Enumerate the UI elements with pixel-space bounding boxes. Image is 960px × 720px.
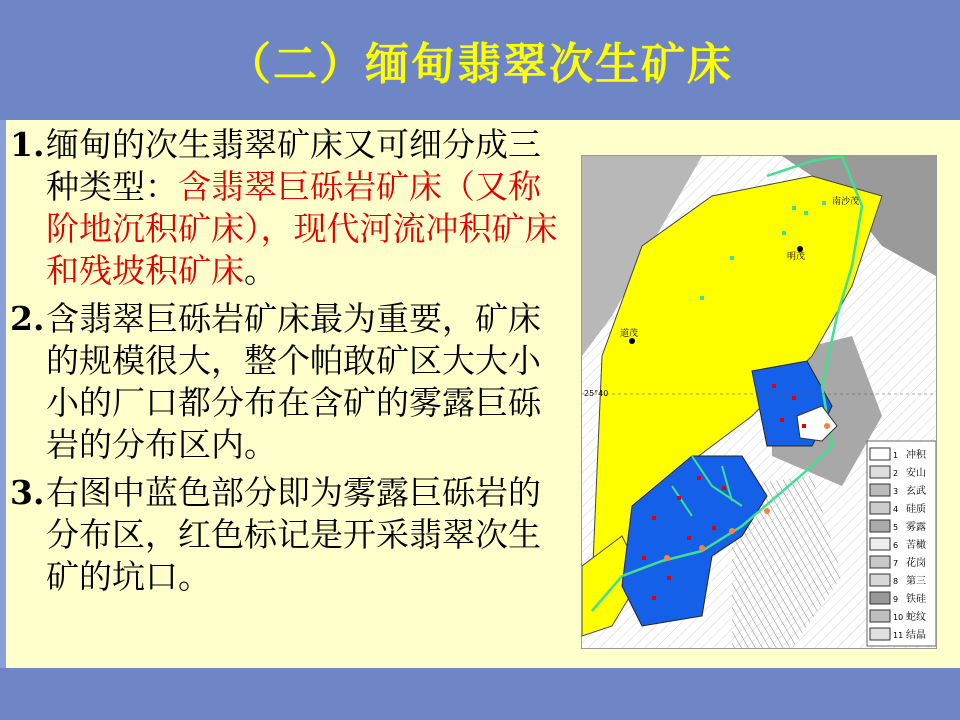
- legend-label: 雾露: [906, 522, 926, 533]
- legend-number: 10: [893, 613, 904, 622]
- mine-pit: [792, 396, 796, 400]
- text-block: [10, 124, 570, 604]
- legend-label: 花岗: [906, 558, 926, 569]
- green-dot: [822, 201, 826, 205]
- legend-label: 第三: [906, 576, 926, 587]
- legend-label: 安山: [906, 468, 926, 479]
- bottom-band: [0, 668, 960, 720]
- legend-swatch: [870, 538, 890, 550]
- legend-number: 7: [893, 559, 899, 568]
- legend-swatch: [870, 574, 890, 586]
- mine-pit: [772, 384, 776, 388]
- paragraph-text: 右图中蓝色部分即为雾露巨砾岩的分布区，红色标记是开采翡翠次生矿的坑口。: [46, 473, 541, 596]
- place-label-mingmao: 明茂: [787, 252, 806, 262]
- legend-label: 苦橄: [906, 540, 926, 551]
- legend-swatch: [870, 520, 890, 532]
- legend-swatch: [870, 592, 890, 604]
- river-marker: [664, 555, 670, 561]
- river-marker: [699, 545, 705, 551]
- mine-pit: [642, 556, 646, 560]
- green-dot: [782, 231, 786, 235]
- green-dot: [792, 206, 796, 210]
- paragraph-3: [10, 472, 570, 598]
- green-dot: [804, 211, 808, 215]
- mine-pit: [780, 418, 784, 422]
- legend-label: 结晶: [906, 630, 926, 641]
- legend-swatch: [870, 448, 890, 460]
- legend-label: 铁硅: [906, 594, 926, 605]
- paragraph-text: 含翡翠巨砾岩矿床最为重要，矿床的规模很大，整个帕敢矿区大大小小的厂口都分布在含矿的雾露巨砾岩的分布区内。: [46, 299, 541, 464]
- left-accent-bar: [0, 120, 6, 668]
- place-label-nanshamao: 南沙茂: [832, 197, 860, 207]
- mine-pit: [712, 526, 716, 530]
- paragraph-text-end: 。: [244, 251, 277, 290]
- legend-number: 2: [893, 469, 899, 478]
- green-dot: [730, 256, 734, 260]
- coordinate-label: 25°40: [584, 389, 609, 398]
- legend-number: 6: [893, 541, 899, 550]
- legend-label: 蛇纹: [906, 612, 926, 623]
- green-dot: [700, 296, 704, 300]
- mine-pit: [722, 486, 726, 490]
- legend-swatch: [870, 466, 890, 478]
- river-marker: [729, 528, 735, 534]
- river-marker: [824, 423, 830, 429]
- legend-number: 1: [893, 451, 899, 460]
- legend-number: 3: [893, 487, 899, 496]
- paragraph-2: [10, 298, 570, 466]
- legend-swatch: [870, 484, 890, 496]
- paragraph-number: 1.: [10, 125, 45, 164]
- legend-label: 玄武: [906, 486, 926, 497]
- place-label-daomao: 道茂: [620, 329, 639, 339]
- legend-number: 9: [893, 595, 899, 604]
- legend-swatch: [870, 628, 890, 640]
- slide-title: （二）缅甸翡翠次生矿床: [227, 39, 733, 90]
- paragraph-number: 3.: [10, 473, 45, 512]
- geologic-map: [581, 155, 937, 649]
- legend-swatch: [870, 556, 890, 568]
- mine-pit: [652, 516, 656, 520]
- river-marker: [764, 508, 770, 514]
- paragraph-highlight: 含翡翠巨砾岩矿床（又称阶地沉积矿床），现代河流冲积矿床和残坡积矿床: [46, 167, 558, 290]
- mine-pit: [802, 424, 806, 428]
- legend-number: 5: [893, 523, 899, 532]
- mine-pit: [687, 536, 691, 540]
- mine-pit: [697, 476, 701, 480]
- map-svg: [582, 156, 936, 648]
- legend-swatch: [870, 610, 890, 622]
- legend-label: 冲积: [906, 450, 926, 461]
- mine-pit: [652, 596, 656, 600]
- paragraph-text: 缅甸的次生翡翠矿床又可细分成三种类型：: [46, 125, 541, 206]
- legend-number: 8: [893, 577, 899, 586]
- legend-swatch: [870, 502, 890, 514]
- legend-number: 11: [893, 631, 904, 640]
- legend-number: 4: [893, 505, 899, 514]
- paragraph-number: 2.: [10, 299, 45, 338]
- mine-pit: [677, 496, 681, 500]
- paragraph-1: [10, 124, 570, 292]
- mine-pit: [667, 576, 671, 580]
- legend-label: 硅质: [906, 504, 926, 515]
